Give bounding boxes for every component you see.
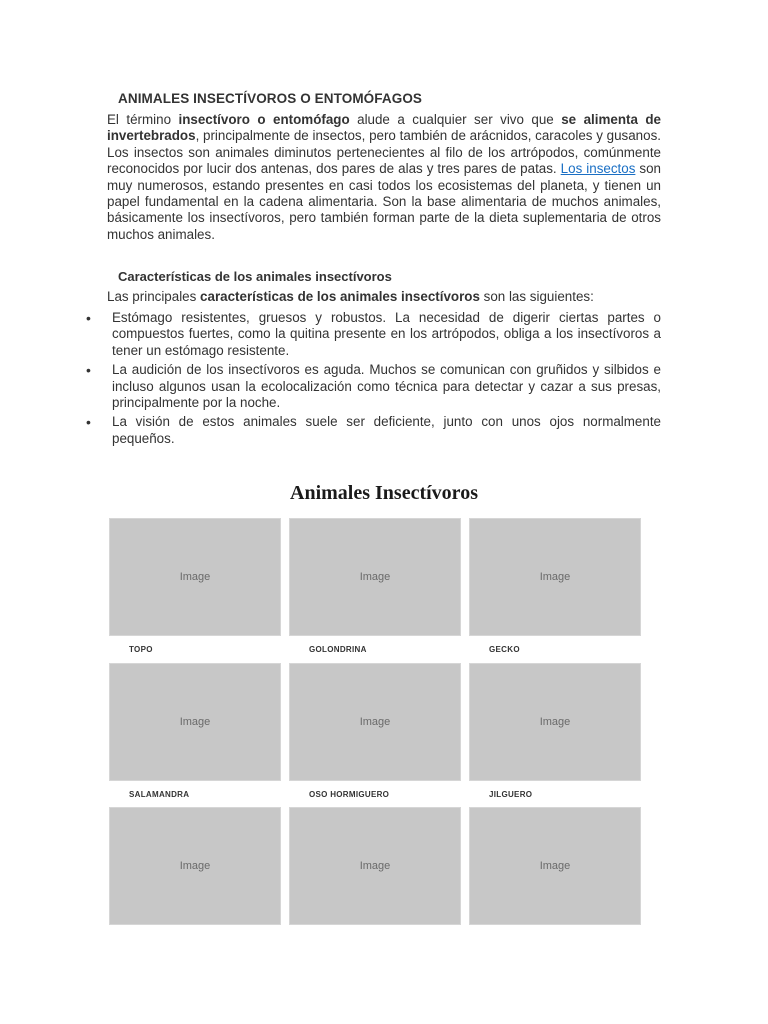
animal-caption: JILGUERO: [489, 790, 533, 799]
bullet-icon: •: [86, 362, 91, 379]
animal-card-golondrina: [289, 518, 461, 654]
intro-bold-2: se alimenta de invertebrados: [107, 112, 661, 144]
bullet-icon: •: [86, 310, 91, 326]
intro-bold-1: insectívoro o entomófago: [178, 112, 350, 127]
animal-caption: OSO HORMIGUERO: [309, 790, 390, 799]
lead-text-2: son las siguientes:: [479, 289, 594, 304]
list-item-text: Estómago resistentes, gruesos y robustos. La necesidad de digerir ciertas partes o compuestos fuertes, como la quitina presente en los artrópodos, obliga a los insectívoros a tener un estómago resistente.: [112, 310, 661, 358]
animal-card-erizo: [469, 807, 641, 925]
animal-photo: Image: [469, 663, 641, 781]
section-heading-insectivoros: ANIMALES INSECTÍVOROS O ENTOMÓFAGOS: [118, 91, 423, 106]
animal-card-salamandra: [109, 663, 281, 799]
animal-photo: Image: [109, 807, 281, 925]
animal-photo: Image: [289, 663, 461, 781]
lead-text-1: Las principales: [107, 289, 201, 304]
intro-text-4: son muy numerosos, estando presentes en casi todos los ecosistemas del planeta, y tienen un papel fundamental en la cadena alimentaria. Son la base alimentaria de muchos animales, básicamente los insectívoros, pero también forman parte de la dieta suplementaria de otros muchos animales.: [107, 161, 662, 242]
animal-card-gecko: [469, 518, 641, 654]
animal-card-lagartos: [289, 807, 461, 925]
lead-bold: características de los animales insectívoros: [200, 289, 480, 304]
animal-card-camaleon: [109, 807, 281, 925]
animal-photo: Image: [289, 518, 461, 636]
animal-photo: Image: [109, 518, 281, 636]
animal-card-oso-hormiguero: [289, 663, 461, 799]
animal-photo: Image: [469, 518, 641, 636]
animal-caption: SALAMANDRA: [129, 790, 190, 799]
animal-caption: GECKO: [489, 645, 520, 654]
intro-text-2: alude a cualquier ser vivo que: [349, 112, 562, 127]
figure-title: Animales Insectívoros: [290, 482, 478, 504]
animal-photo: Image: [109, 663, 281, 781]
animal-caption: GOLONDRINA: [309, 645, 367, 654]
insectos-link[interactable]: Los insectos: [560, 161, 636, 177]
intro-text-3: , principalmente de insectos, pero también de arácnidos, caracoles y gusanos. Los insectos son animales diminutos pertenecientes al filo de los artrópodos, comúnmente reconocidos por lucir dos antenas, dos pares de alas y tres pares de patas.: [107, 128, 661, 177]
animal-card-topo: [109, 518, 281, 654]
bullet-icon: •: [86, 414, 91, 431]
animal-caption: TOPO: [129, 645, 153, 654]
list-item-text: La audición de los insectívoros es aguda. Muchos se comunican con gruñidos y silbidos e incluso algunos usan la ecolocalización como técnica para detectar y cazar a sus presas, principalmente por la noche.: [112, 362, 661, 411]
intro-text-1: El término: [107, 112, 179, 127]
animal-photo: Image: [469, 807, 641, 925]
section-heading-caracteristicas: Características de los animales insectívoros: [118, 269, 392, 284]
list-item-text: La visión de estos animales suele ser deficiente, junto con unos ojos normalmente pequeños.: [112, 414, 661, 446]
animal-card-jilguero: [469, 663, 641, 799]
animal-photo: Image: [289, 807, 461, 925]
